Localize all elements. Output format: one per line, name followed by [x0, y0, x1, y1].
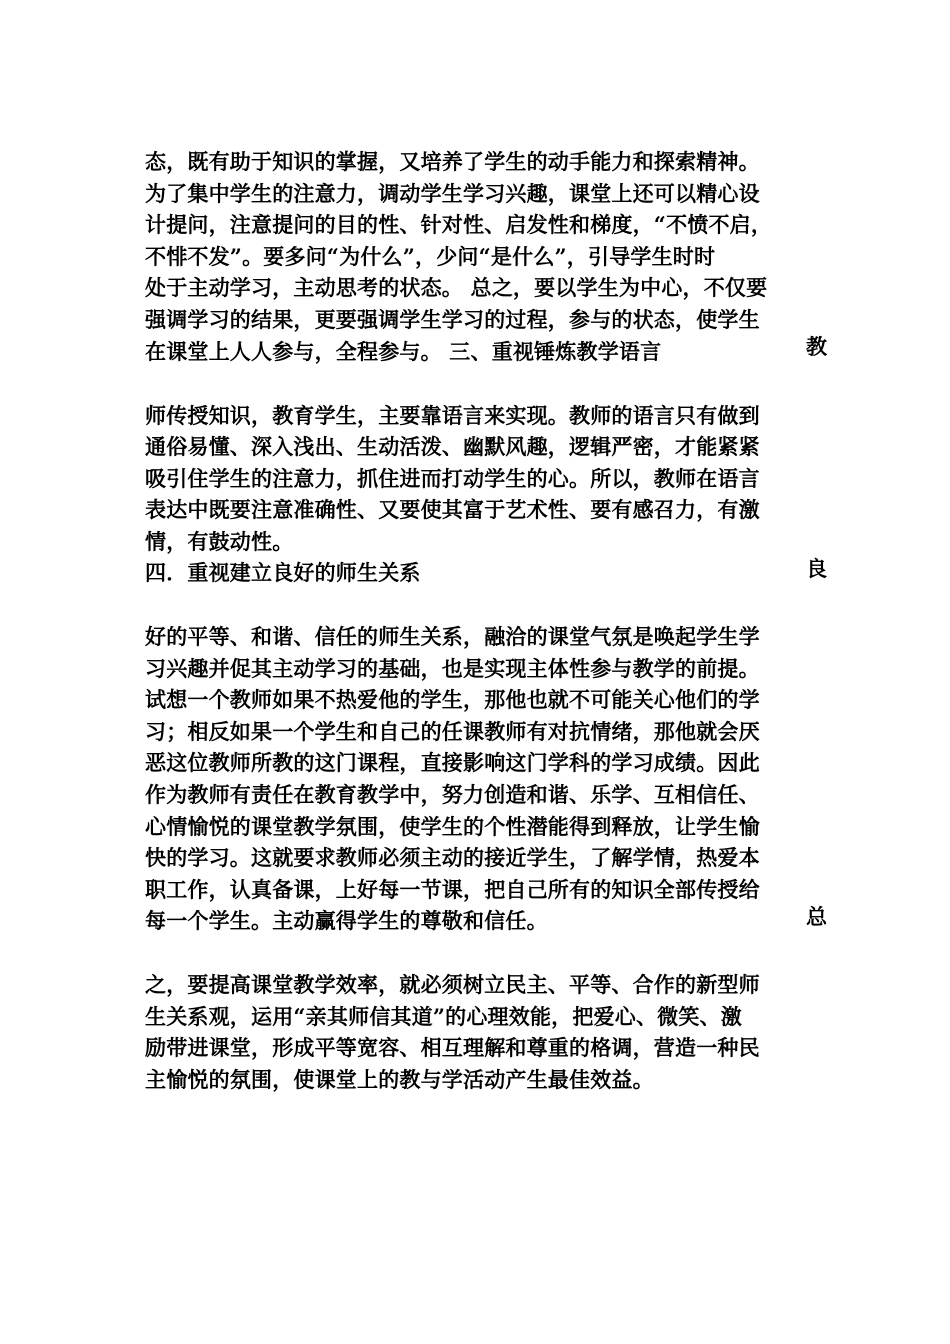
text-line: 习；相反如果一个学生和自己的任课教师有对抗情绪，那他就会厌 [145, 719, 760, 744]
text-line: 态，既有助于知识的掌握，又培养了学生的动手能力和探索精神。 [145, 149, 760, 174]
text-line: 试想一个教师如果不热爱他的学生，那他也就不可能关心他们的学 [145, 687, 760, 712]
text-line: 处于主动学习，主动思考的状态。 总之，要以学生为中心，不仅要 [145, 275, 768, 300]
text-line: 每一个学生。主动赢得学生的尊敬和信任。 [145, 908, 548, 933]
text-line: 职工作，认真备课，上好每一节课，把自己所有的知识全部传授给 [145, 877, 760, 902]
text-line: 生关系观，运用“亲其师信其道”的心理效能，把爱心、微笑、激 [145, 1004, 742, 1029]
text-line: 快的学习。这就要求教师必须主动的接近学生，了解学情，热爱本 [145, 845, 760, 870]
text-line: 在课堂上人人参与，全程参与。 三、重视锤炼教学语言 [145, 339, 662, 364]
text-line: 励带进课堂，形成平等宽容、相互理解和尊重的格调，营造一种民 [145, 1035, 760, 1060]
text-line: 作为教师有责任在教育教学中，努力创造和谐、乐学、互相信任、 [145, 782, 760, 807]
text-line: 不悱不发”。要多问“为什么”，少问“是什么”，引导学生时时 [145, 244, 716, 269]
text-line: 情，有鼓动性。 [145, 529, 294, 554]
text-line: 恶这位教师所教的这门课程，直接影响这门学科的学习成绩。因此 [145, 750, 760, 775]
text-line: 好的平等、和谐、信任的师生关系，融洽的课堂气氛是唤起学生学 [145, 624, 760, 649]
text-line: 之，要提高课堂教学效率，就必须树立民主、平等、合作的新型师 [145, 972, 760, 997]
section-heading: 四．重视建立良好的师生关系 [145, 560, 421, 585]
margin-char: 教 [806, 334, 827, 359]
margin-char: 良 [806, 556, 827, 581]
text-line: 通俗易懂、深入浅出、生动活泼、幽默风趣，逻辑严密，才能紧紧 [145, 434, 760, 459]
text-line: 吸引住学生的注意力，抓住进而打动学生的心。所以，教师在语言 [145, 466, 760, 491]
text-line: 主愉悦的氛围，使课堂上的教与学活动产生最佳效益。 [145, 1067, 654, 1092]
text-line: 计提问，注意提问的目的性、针对性、启发性和梯度，“不愤不启， [145, 212, 773, 237]
text-line: 为了集中学生的注意力，调动学生学习兴趣，课堂上还可以精心设 [145, 181, 760, 206]
text-line: 表达中既要注意准确性、又要使其富于艺术性、要有感召力，有激 [145, 497, 760, 522]
text-line: 习兴趣并促其主动学习的基础，也是实现主体性参与教学的前提。 [145, 656, 760, 681]
text-line: 师传授知识，教育学生，主要靠语言来实现。教师的语言只有做到 [145, 403, 760, 428]
text-line: 心情愉悦的课堂教学氛围，使学生的个性潜能得到释放，让学生愉 [145, 814, 760, 839]
text-line: 强调学习的结果，更要强调学生学习的过程，参与的状态，使学生 [145, 307, 760, 332]
margin-char: 总 [806, 904, 827, 929]
